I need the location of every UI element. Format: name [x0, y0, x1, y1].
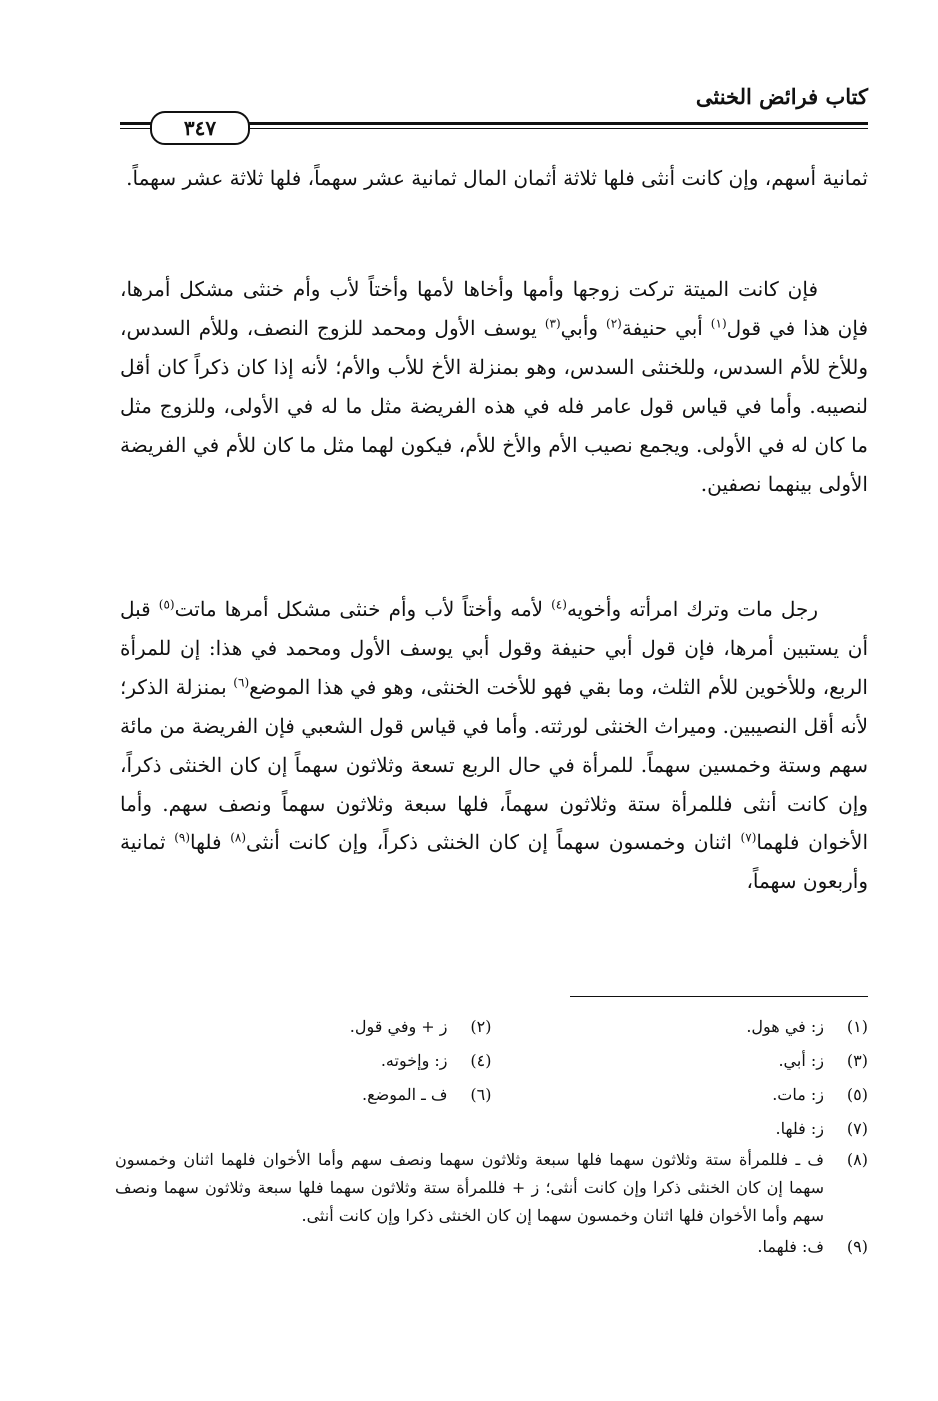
running-header-title: كتاب فرائض الخنثى: [695, 84, 868, 109]
paragraph-3-text: رجل مات وترك امرأته وأخويه$^{(٤)}$ لأمه وأختاً لأب وأم خنثى مشكل أمرها ماتت$^{(٥)}$ قبل أن يستبين أمرها، فإن قول أبي حنيفة وقول أبي يوسف الأول ومحمد في هذا: إن للمرأة الربع، وللأخوين للأم الثلث، وما بقي فهو للأخت الخنثى، وهو في هذا الموضع$^{(٦)}$ بمنزلة الذكر؛ لأنه أقل النصيبين. وميراث الخنثى لورثته. وأما في قياس قول الشعبي فإن الفريضة من مائة سهم وستة وخمسين سهماً. للمرأة في حال الربع تسعة وثلاثون سهماً إن كان الخنثى ذكراً، وإن كانت أنثى فللمرأة ستة وثلاثون سهماً، فلها سبعة وثلاثون سهماً ونصف سهم. وأما الأخوان فلهما$^{(٧)}$ اثنان وخمسون سهماً إن كان الخنثى ذكراً، وإن كانت أنثى$^{(٨)}$ فلها$^{(٩)}$ ثمانية وأربعون سهماً،: [119, 597, 869, 894]
footnote-row: [115, 1112, 868, 1146]
footnote-marker: (١): [710, 316, 727, 331]
footnote-row: [115, 1078, 868, 1112]
footnote-1: [492, 1013, 869, 1041]
footnote-marker: (٣): [544, 316, 561, 331]
paragraph-1: [120, 159, 868, 198]
footnote-number: (٤): [470, 1051, 492, 1070]
footnote-9: [492, 1233, 869, 1261]
paragraph-3: [120, 590, 868, 901]
footnote-marker: (٨): [230, 830, 247, 845]
footnote-marker: (٩): [174, 830, 191, 845]
paragraph-2: [120, 270, 868, 503]
footnote-6: [115, 1081, 492, 1109]
footnote-text: ز: أبي.: [778, 1051, 824, 1070]
footnote-number: (٢): [470, 1017, 492, 1036]
footnote-text: ز: وإخوته.: [380, 1051, 448, 1070]
footnote-number: (١): [846, 1017, 868, 1036]
footnote-number: (٩): [846, 1237, 868, 1256]
footnote-7: [492, 1115, 869, 1143]
footnote-marker: (٧): [740, 830, 757, 845]
footnote-separator: [570, 996, 868, 997]
footnote-number: (٥): [846, 1085, 868, 1104]
footnote-text: ز: في هول.: [746, 1017, 824, 1036]
footnote-3: [492, 1047, 869, 1075]
footnote-5: [492, 1081, 869, 1109]
footnote-number: (٦): [470, 1085, 492, 1104]
footnote-marker: (٤): [551, 597, 567, 612]
footnote-text: ف ـ فللمرأة ستة وثلاثون سهما فلها سبعة وثلاثون سهما ونصف سهم وأما الأخوان فلهما اثنان وخمسون سهما إن كان الخنثى ذكرا وإن كانت أنثى؛ ز + فللمرأة ستة وثلاثون سهما فلها سبعة وثلاثون سهما ونصف سهم وأما الأخوان فلها اثنان وخمسون سهما إن كان الخنثى ذكرا وإن كانت أنثى.: [115, 1150, 824, 1225]
page-number: ٣٤٧: [150, 111, 250, 145]
footnote-text: ف: فلهما.: [757, 1237, 824, 1256]
paragraph-2-text: فإن كانت الميتة تركت زوجها وأمها وأخاها لأمها وأختاً لأب وأم خنثى مشكل أمرها، فإن هذا في قول$^{(١)}$ أبي حنيفة$^{(٢)}$ وأبي$^{(٣)}$ يوسف الأول ومحمد للزوج النصف، وللأم السدس، وللأخ للأم السدس، وللخنثى السدس، وهو بمنزلة الأخ للأب والأم؛ لأنه إذا كان ذكراً كان أقل لنصيبه. وأما في قياس قول عامر فله في هذه الفريضة مثل ما له في الأولى، وللزوج مثل ما كان له في الأولى. ويجمع نصيب الأم والأخ للأم، فيكون لهما مثل ما كان للأم في الفريضة الأولى بينهما نصفين.: [120, 277, 869, 496]
paragraph-1-text: ثمانية أسهم، وإن كانت أنثى فلها ثلاثة أثمان المال ثمانية عشر سهماً، فلها ثلاثة عشر سهماً.: [126, 166, 868, 190]
footnote-4: [115, 1047, 492, 1075]
footnote-row: [115, 1230, 868, 1264]
footnotes: [115, 1010, 868, 1264]
footnote-number: (٧): [846, 1119, 868, 1138]
footnote-marker: (٥): [158, 597, 175, 612]
footnote-text: ز: مات.: [772, 1085, 824, 1104]
footnote-number: (٨): [846, 1150, 868, 1169]
footnote-number: (٣): [846, 1051, 868, 1070]
footnote-2: [115, 1013, 492, 1041]
footnote-marker: (٦): [233, 675, 250, 690]
footnote-text: ف ـ الموضع.: [362, 1085, 448, 1104]
footnote-row: [115, 1010, 868, 1044]
footnote-marker: (٢): [606, 316, 622, 331]
footnote-text: ز + وفي قول.: [349, 1017, 448, 1036]
footnote-row: [115, 1044, 868, 1078]
footnote-text: ز: فلها.: [775, 1119, 824, 1138]
footnote-8: [115, 1146, 868, 1230]
